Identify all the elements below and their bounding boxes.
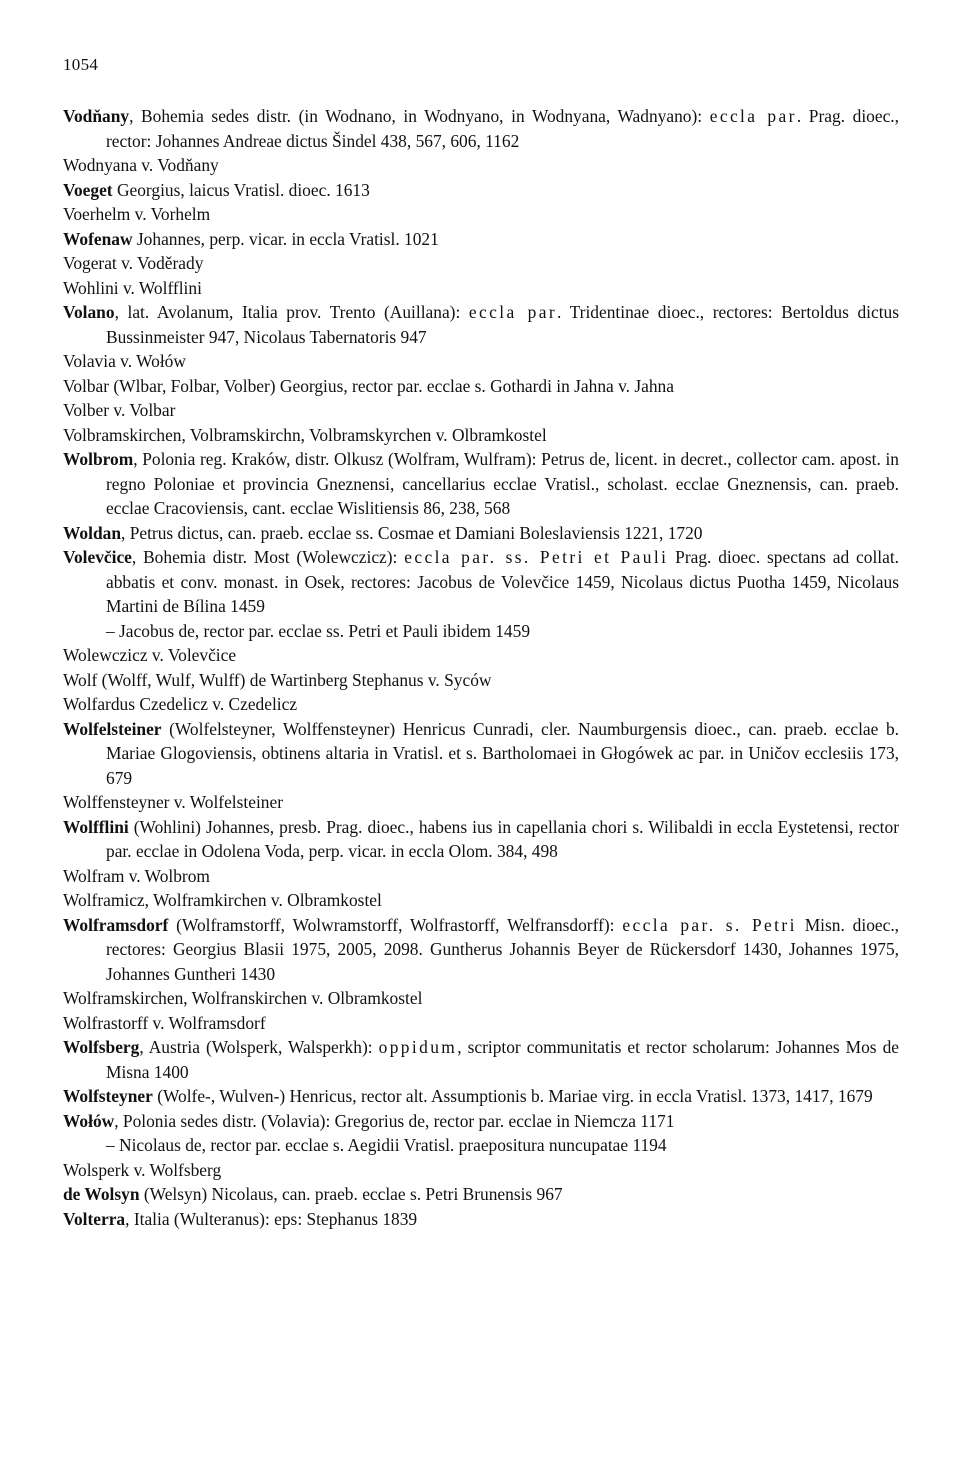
entry-text: , lat. Avolanum, Italia prov. Trento (Auillana):	[114, 302, 469, 322]
entry-headword: Wołów	[63, 1110, 115, 1131]
entry-text: (Welsyn) Nicolaus, can. praeb. ecclae s. Petri Brunensis 967	[139, 1184, 563, 1204]
index-entry	[63, 423, 899, 448]
index-entry	[63, 790, 899, 815]
index-subentry	[63, 1133, 899, 1158]
index-entry	[63, 300, 899, 349]
index-entry	[63, 1011, 899, 1036]
entry-headword: Wolframsdorf	[63, 914, 169, 935]
entry-headword: Wolfsberg	[63, 1037, 140, 1057]
entry-text: Misn. dioec., rectores: Georgius Blasii 1975, 2005, 2098. Guntherus Johannis Beyer de Rückersdorf 1430, Johannes 1975, Johannes Guntheri 1430	[106, 914, 900, 984]
entry-text: (Wolfelsteyner, Wolffensteyner) Henricus Cunradi, cler. Naumburgensis dioec., can. praeb. ecclae b. Mariae Glogoviensis, obtinens altaria in Vratisl. et s. Bartholomaei in Głogówek ac par. in Uničov ecclesiis 173, 679	[106, 718, 899, 788]
entry-text: Wolframicz, Wolframkirchen v. Olbramkostel	[63, 890, 382, 910]
entry-headword: Wolfelsteiner	[63, 718, 162, 739]
entry-text: . Tridentinae dioec., rectores: Bertoldus dictus Bussinmeister 947, Nicolaus Tabernatoris 947	[106, 302, 899, 347]
entry-text: Georgius, laicus Vratisl. dioec. 1613	[112, 179, 370, 200]
index-entry	[63, 1158, 899, 1183]
index-entry	[63, 913, 899, 987]
entry-headword: Wolbrom	[63, 449, 134, 469]
entry-text: , Petrus dictus, can. praeb. ecclae ss. Cosmae et Damiani Boleslaviensis 1221, 1720	[121, 522, 703, 543]
index-entry	[63, 374, 899, 399]
entry-text: Wolf (Wolff, Wulf, Wulff) de Wartinberg Stephanus v. Syców	[63, 669, 492, 690]
entry-headword: Volevčice	[63, 547, 132, 567]
entry-text: Volbramskirchen, Volbramskirchn, Volbramskyrchen v. Olbramkostel	[63, 424, 547, 445]
entry-text: , Italia (Wulteranus): eps: Stephanus 1839	[125, 1208, 418, 1229]
index-entry	[63, 692, 899, 717]
index-entry	[63, 202, 899, 227]
entry-headword: Vodňany	[63, 106, 130, 126]
spaced-term: eccla par	[468, 302, 558, 322]
entry-text: – Jacobus de, rector par. ecclae ss. Petri et Pauli ibidem 1459	[106, 620, 531, 641]
entry-text: – Nicolaus de, rector par. ecclae s. Aegidii Vratisl. praepositura nuncupatae 1194	[106, 1135, 667, 1155]
entry-text: Wohlini v. Wolfflini	[63, 277, 202, 298]
entry-text: , scriptor communitatis et rector scholarum: Johannes Mos de Misna 1400	[106, 1037, 899, 1082]
entry-headword: Wofenaw	[63, 228, 133, 249]
index-entry	[63, 545, 899, 619]
index-entry	[63, 986, 899, 1011]
index-entry	[63, 227, 899, 252]
entry-text: Wolsperk v. Wolfsberg	[63, 1159, 222, 1180]
index-entry	[63, 447, 899, 521]
entry-text: , Bohemia distr. Most (Wolewczicz):	[131, 547, 405, 567]
entry-text: (Wohlini) Johannes, presb. Prag. dioec., habens ius in capellania chori s. Wilibaldi in eccla Eystetensi, rector par. ecclae in Odolena Voda, perp. vicar. in eccla Olom. 384, 498	[106, 816, 899, 861]
index-entry	[63, 1035, 899, 1084]
index-entry	[63, 1109, 899, 1134]
entry-headword: Volano	[63, 302, 115, 322]
index-subentry	[63, 619, 899, 644]
index-entry	[63, 251, 899, 276]
entry-text: , Bohemia sedes distr. (in Wodnano, in Wodnyano, in Wodnyana, Wadnyano):	[129, 106, 710, 126]
index-entry	[63, 521, 899, 546]
spaced-term: eccla par. s. Petri	[622, 914, 797, 935]
index-entry	[63, 668, 899, 693]
entry-text: Voerhelm v. Vorhelm	[63, 204, 211, 224]
entry-headword: Wolfsteyner	[63, 1086, 153, 1106]
index-entry	[63, 815, 899, 864]
index-entry	[63, 888, 899, 913]
entry-text: Wolfardus Czedelicz v. Czedelicz	[63, 694, 298, 714]
entry-headword: Wolfflini	[63, 816, 129, 837]
spaced-term: eccla par	[709, 106, 797, 126]
page-number: 1054	[63, 55, 99, 74]
entry-headword: Voeget	[63, 179, 113, 200]
index-entry	[63, 104, 899, 153]
entry-text: , Polonia sedes distr. (Volavia): Gregorius de, rector par. ecclae in Niemcza 1171	[114, 1110, 675, 1131]
entry-text: Wolframskirchen, Wolfranskirchen v. Olbramkostel	[63, 988, 423, 1008]
entry-text: . Prag. dioec., rector: Johannes Andreae dictus Šindel 438, 567, 606, 1162	[106, 106, 899, 151]
index-entry	[63, 864, 899, 889]
entry-text: Wolewczicz v. Volevčice	[63, 645, 237, 665]
index-entry	[63, 178, 899, 203]
index-entry	[63, 717, 899, 791]
entry-text: Johannes, perp. vicar. in eccla Vratisl. 1021	[132, 228, 439, 249]
entry-text: Wolfrastorff v. Wolframsdorf	[63, 1012, 266, 1033]
entry-text: Wolffensteyner v. Wolfelsteiner	[63, 792, 283, 812]
entry-text: , Polonia reg. Kraków, distr. Olkusz (Wolfram, Wulfram): Petrus de, licent. in decret., collector cam. apost. in regno Poloniae et provincia Gneznensi, cancellarius ecclae Vratisl., scholast. ecclae Gneznensis, can. praeb. ecclae Cracoviensis, cant. ecclae Wislitiensis 86, 238, 568	[106, 449, 899, 518]
spaced-term: eccla par. ss. Petri et Pauli	[404, 547, 669, 567]
entry-headword: Volterra	[63, 1208, 126, 1229]
entry-text: , Austria (Wolsperk, Walsperkh):	[139, 1037, 379, 1057]
entry-headword: de Wolsyn	[63, 1184, 140, 1204]
entry-text: Wodnyana v. Vodňany	[63, 155, 219, 175]
index-entry	[63, 153, 899, 178]
index-entry	[63, 1207, 899, 1232]
index-entry	[63, 1084, 899, 1109]
index-entry	[63, 349, 899, 374]
spaced-term: oppidum	[378, 1037, 458, 1057]
index-entry	[63, 276, 899, 301]
entry-text: (Wolframstorff, Wolwramstorff, Wolfrastorff, Welfransdorff):	[168, 914, 623, 935]
entry-text: Volber v. Volbar	[63, 400, 176, 420]
index-entry	[63, 398, 899, 423]
index-entries	[63, 104, 899, 1231]
entry-text: Wolfram v. Wolbrom	[63, 865, 210, 886]
entry-text: Vogerat v. Voděrady	[63, 253, 204, 273]
entry-text: (Wolfe-, Wulven-) Henricus, rector alt. Assumptionis b. Mariae virg. in eccla Vratisl. 1373, 1417, 1679	[152, 1086, 873, 1106]
index-entry	[63, 643, 899, 668]
index-entry	[63, 1182, 899, 1207]
entry-text: Volbar (Wlbar, Folbar, Volber) Georgius, rector par. ecclae s. Gothardi in Jahna v. Jahna	[63, 375, 674, 396]
entry-text: Prag. dioec. spectans ad collat. abbatis et conv. monast. in Osek, rectores: Jacobus de Volevčice 1459, Nicolaus dictus Puotha 1459, Nicolaus Martini de Bílina 1459	[106, 547, 900, 616]
entry-text: Volavia v. Wołów	[63, 351, 186, 371]
entry-headword: Woldan	[63, 522, 121, 543]
